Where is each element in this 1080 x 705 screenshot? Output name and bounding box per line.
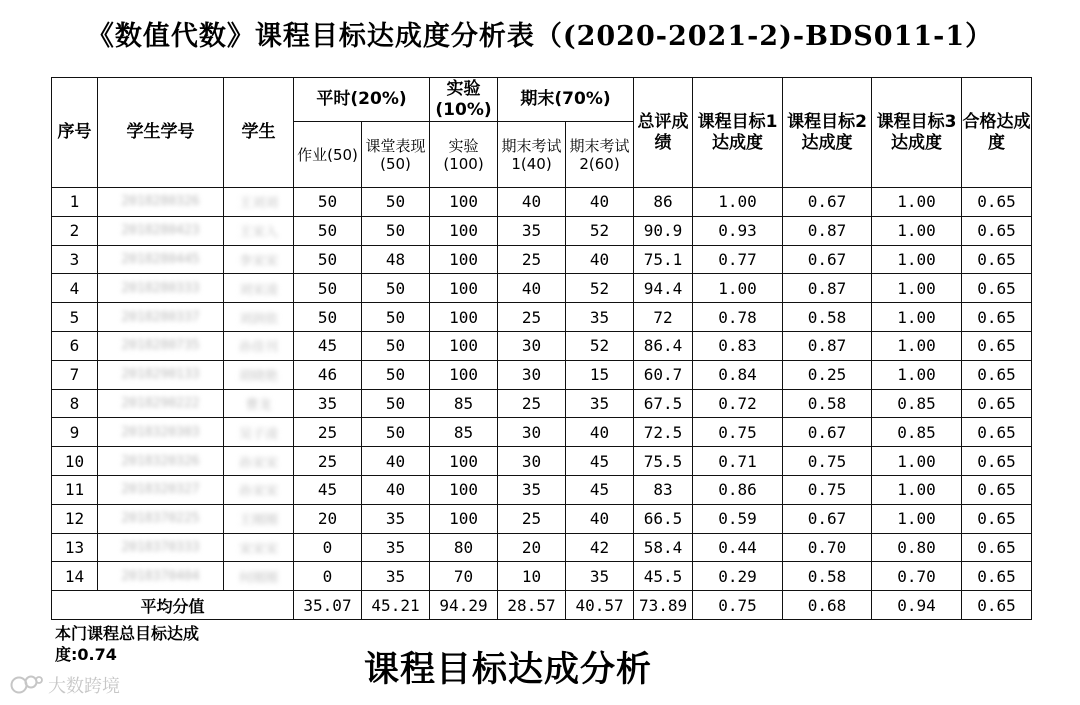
- cell-student-id: 2018280423: [98, 216, 224, 245]
- header-pass: 合格达成度: [962, 78, 1032, 188]
- cell-classroom: 35: [362, 533, 430, 562]
- cell-goal2: 0.67: [783, 188, 872, 217]
- cell-seq: 12: [52, 504, 98, 533]
- table-row: [52, 562, 1032, 591]
- header-student-id: 学生学号: [98, 78, 224, 188]
- cell-goal3: 1.00: [872, 475, 962, 504]
- cell-goal2: 0.70: [783, 533, 872, 562]
- cell-student-name: 孙佳刊: [224, 331, 294, 360]
- cell-homework: 50: [294, 216, 362, 245]
- cell-lab: 85: [430, 389, 498, 418]
- subtitle: 课程目标达成分析: [364, 650, 653, 690]
- cell-goal2: 0.67: [783, 418, 872, 447]
- cell-exam2: 15: [566, 360, 634, 389]
- cell-exam1: 25: [498, 504, 566, 533]
- watermark: [10, 672, 120, 698]
- table-row: [52, 188, 1032, 217]
- header-usual: 平时(20%): [294, 78, 430, 122]
- cell-total: 94.4: [634, 274, 693, 303]
- header-total: 总评成绩: [634, 78, 693, 188]
- cell-lab: 100: [430, 188, 498, 217]
- header-homework: 作业(50): [294, 122, 362, 188]
- cell-pass: 0.65: [962, 331, 1032, 360]
- cell-goal2: 0.58: [783, 389, 872, 418]
- cell-exam2: 35: [566, 562, 634, 591]
- cell-seq: 5: [52, 303, 98, 332]
- cell-goal1: 0.86: [693, 475, 783, 504]
- achievement-table: [51, 77, 1032, 620]
- cell-student-id: 2018320303: [98, 418, 224, 447]
- cell-classroom: 50: [362, 188, 430, 217]
- cell-exam1: 20: [498, 533, 566, 562]
- cell-student-name: 刘宋凌: [224, 274, 294, 303]
- cell-exam1: 25: [498, 245, 566, 274]
- cell-exam1: 10: [498, 562, 566, 591]
- cell-goal3: 1.00: [872, 360, 962, 389]
- cell-exam1: 35: [498, 475, 566, 504]
- cell-goal1: 0.84: [693, 360, 783, 389]
- cell-lab: 80: [430, 533, 498, 562]
- cell-exam1: 30: [498, 331, 566, 360]
- cell-pass: 0.65: [962, 418, 1032, 447]
- cell-seq: 9: [52, 418, 98, 447]
- cell-classroom: 40: [362, 475, 430, 504]
- cell-pass: 0.65: [962, 360, 1032, 389]
- header-exam2: 期末考试2(60): [566, 122, 634, 188]
- cell-student-name: 王刚刚: [224, 504, 294, 533]
- cell-seq: 14: [52, 562, 98, 591]
- cell-student-id: 2018320326: [98, 447, 224, 476]
- cell-seq: 3: [52, 245, 98, 274]
- average-homework: 35.07: [294, 591, 362, 620]
- cell-goal2: 0.67: [783, 245, 872, 274]
- cell-student-id: 2018370333: [98, 533, 224, 562]
- cell-goal3: 1.00: [872, 188, 962, 217]
- cell-pass: 0.65: [962, 245, 1032, 274]
- cell-student-id: 2018280326: [98, 188, 224, 217]
- cell-lab: 100: [430, 504, 498, 533]
- cell-goal3: 0.70: [872, 562, 962, 591]
- cell-exam2: 45: [566, 447, 634, 476]
- cell-goal1: 0.75: [693, 418, 783, 447]
- cell-seq: 7: [52, 360, 98, 389]
- cell-exam1: 40: [498, 188, 566, 217]
- cell-student-id: 2018280333: [98, 274, 224, 303]
- cell-exam2: 52: [566, 331, 634, 360]
- cell-goal2: 0.58: [783, 562, 872, 591]
- cell-goal1: 0.72: [693, 389, 783, 418]
- average-total: 73.89: [634, 591, 693, 620]
- cell-total: 75.1: [634, 245, 693, 274]
- table-row: [52, 389, 1032, 418]
- cell-lab: 100: [430, 447, 498, 476]
- cell-lab: 70: [430, 562, 498, 591]
- cell-lab: 100: [430, 475, 498, 504]
- header-lab-group: 实验(10%): [430, 78, 498, 122]
- header-student: 学生: [224, 78, 294, 188]
- cell-goal1: 0.93: [693, 216, 783, 245]
- cell-student-name: 王刘刘: [224, 188, 294, 217]
- cell-seq: 8: [52, 389, 98, 418]
- cell-pass: 0.65: [962, 188, 1032, 217]
- cell-goal2: 0.67: [783, 504, 872, 533]
- cell-student-name: 李宋宋: [224, 245, 294, 274]
- cell-goal3: 0.80: [872, 533, 962, 562]
- cell-seq: 11: [52, 475, 98, 504]
- cell-student-name: 曹龙: [224, 389, 294, 418]
- cell-pass: 0.65: [962, 562, 1032, 591]
- cell-homework: 45: [294, 331, 362, 360]
- cell-total: 72.5: [634, 418, 693, 447]
- average-exam2: 40.57: [566, 591, 634, 620]
- cell-exam2: 40: [566, 504, 634, 533]
- cell-homework: 50: [294, 303, 362, 332]
- summary-note: 本门课程总目标达成度:0.74: [55, 624, 200, 664]
- table-row: [52, 303, 1032, 332]
- table-row: [52, 245, 1032, 274]
- cell-goal1: 0.71: [693, 447, 783, 476]
- cell-classroom: 50: [362, 360, 430, 389]
- average-goal1: 0.75: [693, 591, 783, 620]
- average-classroom: 45.21: [362, 591, 430, 620]
- cell-student-id: 2018290222: [98, 389, 224, 418]
- cell-lab: 85: [430, 418, 498, 447]
- header-goal3: 课程目标3达成度: [872, 78, 962, 188]
- cell-goal1: 0.78: [693, 303, 783, 332]
- cell-classroom: 50: [362, 216, 430, 245]
- cell-student-name: 胡晓艳: [224, 360, 294, 389]
- cell-total: 86: [634, 188, 693, 217]
- cell-lab: 100: [430, 360, 498, 389]
- table-row: [52, 216, 1032, 245]
- cell-exam2: 35: [566, 389, 634, 418]
- cell-seq: 6: [52, 331, 98, 360]
- table-row: [52, 475, 1032, 504]
- cell-exam2: 40: [566, 188, 634, 217]
- table-row: [52, 504, 1032, 533]
- cell-student-id: 2018370404: [98, 562, 224, 591]
- watermark-text: 大数跨境: [48, 676, 120, 697]
- cell-goal2: 0.87: [783, 331, 872, 360]
- header-seq: 序号: [52, 78, 98, 188]
- cell-homework: 0: [294, 562, 362, 591]
- cell-goal1: 0.59: [693, 504, 783, 533]
- cell-goal2: 0.87: [783, 216, 872, 245]
- cell-student-id: 2018290133: [98, 360, 224, 389]
- cell-homework: 0: [294, 533, 362, 562]
- cell-lab: 100: [430, 303, 498, 332]
- cell-student-id: 2018280735: [98, 331, 224, 360]
- cell-goal2: 0.75: [783, 447, 872, 476]
- header-lab: 实验(100): [430, 122, 498, 188]
- cell-exam1: 25: [498, 303, 566, 332]
- cell-pass: 0.65: [962, 389, 1032, 418]
- table-row: [52, 331, 1032, 360]
- cell-exam2: 52: [566, 216, 634, 245]
- table-row: [52, 274, 1032, 303]
- cell-student-name: 孙宋宋: [224, 447, 294, 476]
- table-row: [52, 360, 1032, 389]
- cell-classroom: 50: [362, 418, 430, 447]
- cell-total: 72: [634, 303, 693, 332]
- cell-goal2: 0.75: [783, 475, 872, 504]
- cell-student-name: 王宋入: [224, 216, 294, 245]
- cell-pass: 0.65: [962, 216, 1032, 245]
- bubble-logo-icon: [10, 674, 44, 696]
- cell-student-name: 宋宋宋: [224, 533, 294, 562]
- cell-exam2: 40: [566, 245, 634, 274]
- cell-total: 90.9: [634, 216, 693, 245]
- cell-total: 86.4: [634, 331, 693, 360]
- cell-exam1: 30: [498, 418, 566, 447]
- average-row: [52, 591, 1032, 620]
- cell-homework: 50: [294, 188, 362, 217]
- table-body: [52, 188, 1032, 591]
- cell-student-id: 2018370225: [98, 504, 224, 533]
- header-final-group: 期末(70%): [498, 78, 634, 122]
- cell-student-name: 吴子凌: [224, 418, 294, 447]
- cell-homework: 25: [294, 447, 362, 476]
- table-row: [52, 533, 1032, 562]
- cell-total: 67.5: [634, 389, 693, 418]
- cell-lab: 100: [430, 245, 498, 274]
- cell-total: 45.5: [634, 562, 693, 591]
- cell-goal3: 1.00: [872, 245, 962, 274]
- cell-exam1: 25: [498, 389, 566, 418]
- header-goal2: 课程目标2达成度: [783, 78, 872, 188]
- cell-homework: 45: [294, 475, 362, 504]
- cell-homework: 25: [294, 418, 362, 447]
- cell-goal1: 1.00: [693, 188, 783, 217]
- cell-homework: 50: [294, 245, 362, 274]
- average-goal3: 0.94: [872, 591, 962, 620]
- cell-pass: 0.65: [962, 504, 1032, 533]
- cell-goal2: 0.25: [783, 360, 872, 389]
- cell-seq: 1: [52, 188, 98, 217]
- cell-goal1: 0.44: [693, 533, 783, 562]
- cell-pass: 0.65: [962, 447, 1032, 476]
- cell-exam2: 45: [566, 475, 634, 504]
- cell-goal1: 0.77: [693, 245, 783, 274]
- cell-homework: 35: [294, 389, 362, 418]
- page-title: 《数值代数》课程目标达成度分析表（(2020-2021-2)-BDS011-1）: [86, 21, 994, 52]
- average-label: 平均分值: [52, 591, 294, 620]
- table-row: [52, 418, 1032, 447]
- cell-total: 66.5: [634, 504, 693, 533]
- cell-classroom: 50: [362, 303, 430, 332]
- cell-goal3: 0.85: [872, 389, 962, 418]
- cell-goal3: 1.00: [872, 331, 962, 360]
- cell-homework: 46: [294, 360, 362, 389]
- cell-goal3: 1.00: [872, 303, 962, 332]
- cell-classroom: 50: [362, 389, 430, 418]
- table-row: [52, 447, 1032, 476]
- cell-total: 83: [634, 475, 693, 504]
- cell-goal3: 0.85: [872, 418, 962, 447]
- cell-classroom: 35: [362, 504, 430, 533]
- cell-lab: 100: [430, 274, 498, 303]
- cell-pass: 0.65: [962, 303, 1032, 332]
- cell-goal2: 0.58: [783, 303, 872, 332]
- cell-exam2: 42: [566, 533, 634, 562]
- cell-student-name: 何刚刚: [224, 562, 294, 591]
- average-lab: 94.29: [430, 591, 498, 620]
- cell-classroom: 48: [362, 245, 430, 274]
- cell-lab: 100: [430, 216, 498, 245]
- cell-total: 75.5: [634, 447, 693, 476]
- cell-student-id: 2018280445: [98, 245, 224, 274]
- cell-student-name: 刘润依: [224, 303, 294, 332]
- cell-homework: 20: [294, 504, 362, 533]
- cell-total: 60.7: [634, 360, 693, 389]
- average-goal2: 0.68: [783, 591, 872, 620]
- header-classroom: 课堂表现(50): [362, 122, 430, 188]
- cell-goal3: 1.00: [872, 447, 962, 476]
- cell-lab: 100: [430, 331, 498, 360]
- cell-goal1: 0.83: [693, 331, 783, 360]
- cell-exam2: 35: [566, 303, 634, 332]
- cell-pass: 0.65: [962, 475, 1032, 504]
- cell-pass: 0.65: [962, 533, 1032, 562]
- cell-exam2: 52: [566, 274, 634, 303]
- header-exam1: 期末考试1(40): [498, 122, 566, 188]
- cell-goal1: 0.29: [693, 562, 783, 591]
- cell-goal3: 1.00: [872, 274, 962, 303]
- cell-pass: 0.65: [962, 274, 1032, 303]
- cell-exam1: 30: [498, 447, 566, 476]
- cell-classroom: 50: [362, 274, 430, 303]
- cell-goal1: 1.00: [693, 274, 783, 303]
- cell-classroom: 50: [362, 331, 430, 360]
- cell-student-name: 孙宋宋: [224, 475, 294, 504]
- cell-seq: 4: [52, 274, 98, 303]
- cell-goal3: 1.00: [872, 216, 962, 245]
- cell-seq: 10: [52, 447, 98, 476]
- average-exam1: 28.57: [498, 591, 566, 620]
- cell-exam1: 30: [498, 360, 566, 389]
- average-pass: 0.65: [962, 591, 1032, 620]
- cell-exam1: 35: [498, 216, 566, 245]
- cell-goal3: 1.00: [872, 504, 962, 533]
- cell-seq: 2: [52, 216, 98, 245]
- cell-exam2: 40: [566, 418, 634, 447]
- cell-total: 58.4: [634, 533, 693, 562]
- cell-classroom: 40: [362, 447, 430, 476]
- cell-homework: 50: [294, 274, 362, 303]
- header-goal1: 课程目标1达成度: [693, 78, 783, 188]
- cell-student-id: 2018320327: [98, 475, 224, 504]
- cell-exam1: 40: [498, 274, 566, 303]
- cell-classroom: 35: [362, 562, 430, 591]
- cell-student-id: 2018280337: [98, 303, 224, 332]
- cell-goal2: 0.87: [783, 274, 872, 303]
- cell-seq: 13: [52, 533, 98, 562]
